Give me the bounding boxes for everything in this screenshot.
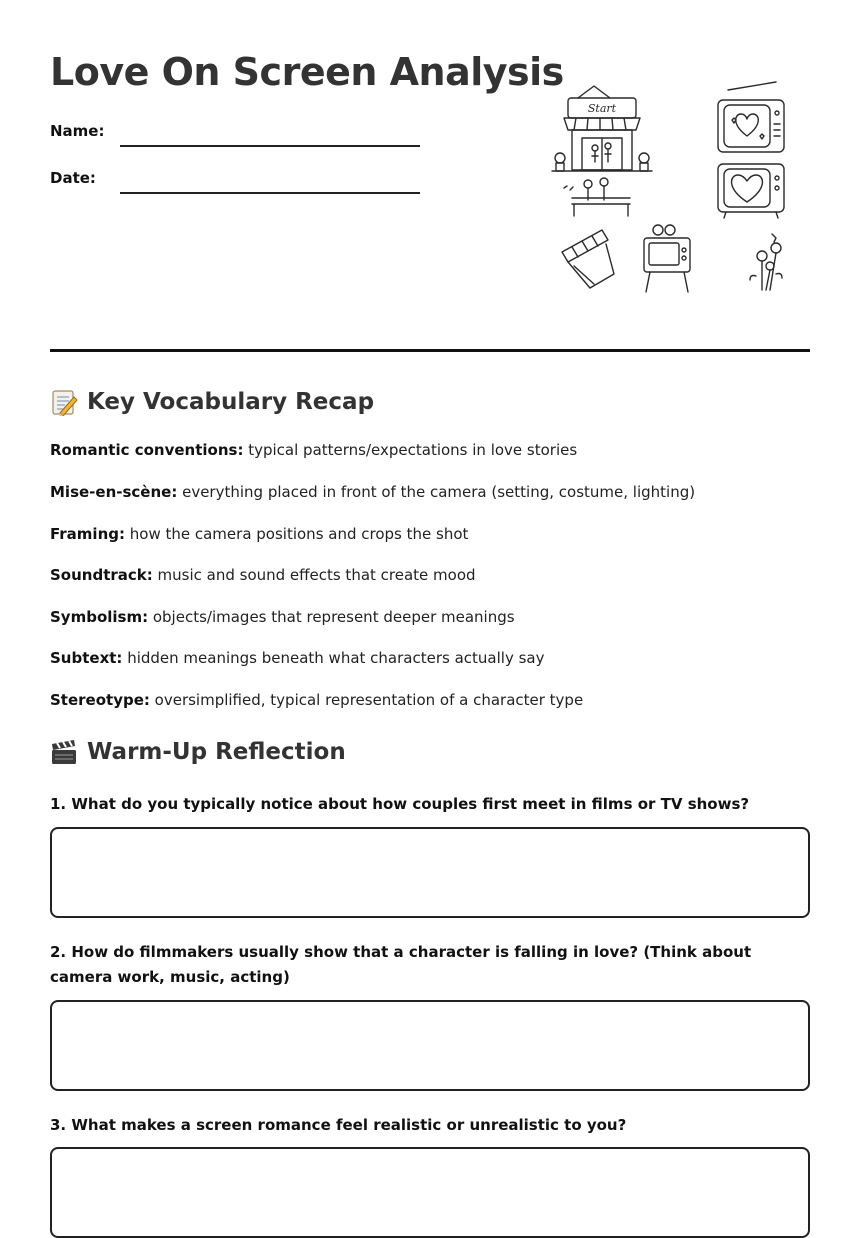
vocab-item — [50, 483, 695, 501]
vocab-term: Stereotype: — [50, 691, 150, 709]
vocab-definition: hidden meanings beneath what characters actually say — [122, 649, 545, 667]
vocab-definition: objects/images that represent deeper meanings — [148, 608, 515, 626]
couple-on-bench-icon — [564, 178, 630, 216]
vocab-item — [50, 649, 544, 667]
name-line[interactable] — [120, 145, 420, 147]
vocab-definition: typical patterns/expectations in love stories — [243, 441, 578, 459]
vocab-item — [50, 525, 468, 543]
vocab-item — [50, 691, 583, 709]
question-1: 1. What do you typically notice about how couples first meet in films or TV shows? — [50, 795, 750, 813]
answer-box-1[interactable] — [50, 827, 810, 918]
answer-box-2[interactable] — [50, 1000, 810, 1091]
clapperboard-icon — [562, 230, 614, 288]
vocab-term: Soundtrack: — [50, 566, 153, 584]
header-divider — [50, 349, 810, 352]
rose-bouquet-icon — [750, 234, 782, 290]
cinema-storefront-icon — [552, 86, 652, 171]
retro-tv-icon — [644, 225, 690, 292]
vocab-item — [50, 608, 515, 626]
heart-tv-icon — [718, 82, 784, 152]
date-field[interactable] — [50, 163, 430, 193]
vocab-item — [50, 441, 577, 459]
vocab-term: Romantic conventions: — [50, 441, 244, 459]
question-2: 2. How do filmmakers usually show that a character is falling in love? (Think about camera work, music, acting) — [50, 943, 752, 986]
name-label: Name: — [50, 122, 105, 140]
vocab-heading — [50, 388, 374, 416]
storefront-sign: Start — [587, 102, 617, 115]
clapperboard-icon — [50, 738, 78, 766]
warmup-heading-text: Warm-Up Reflection — [87, 739, 346, 765]
vocab-item — [50, 566, 476, 584]
memo-icon — [50, 388, 78, 416]
date-label: Date: — [50, 169, 96, 187]
warmup-heading — [50, 738, 346, 766]
vocab-heading-text: Key Vocabulary Recap — [87, 389, 375, 415]
vocab-term: Mise-en-scène: — [50, 483, 178, 501]
vocab-definition: how the camera positions and crops the shot — [125, 525, 469, 543]
vocab-term: Framing: — [50, 525, 125, 543]
vocab-definition: oversimplified, typical representation of a character type — [149, 691, 584, 709]
vocab-definition: everything placed in front of the camera (setting, costume, lighting) — [177, 483, 696, 501]
movie-romance-clipart — [550, 80, 790, 300]
heart-tv-icon — [718, 164, 784, 218]
name-field[interactable] — [50, 116, 430, 146]
date-line[interactable] — [120, 192, 420, 194]
vocab-definition: music and sound effects that create mood — [152, 566, 476, 584]
question-3: 3. What makes a screen romance feel realistic or unrealistic to you? — [50, 1116, 627, 1134]
page-title: Love On Screen Analysis — [50, 50, 564, 94]
vocab-term: Subtext: — [50, 649, 123, 667]
vocab-term: Symbolism: — [50, 608, 149, 626]
